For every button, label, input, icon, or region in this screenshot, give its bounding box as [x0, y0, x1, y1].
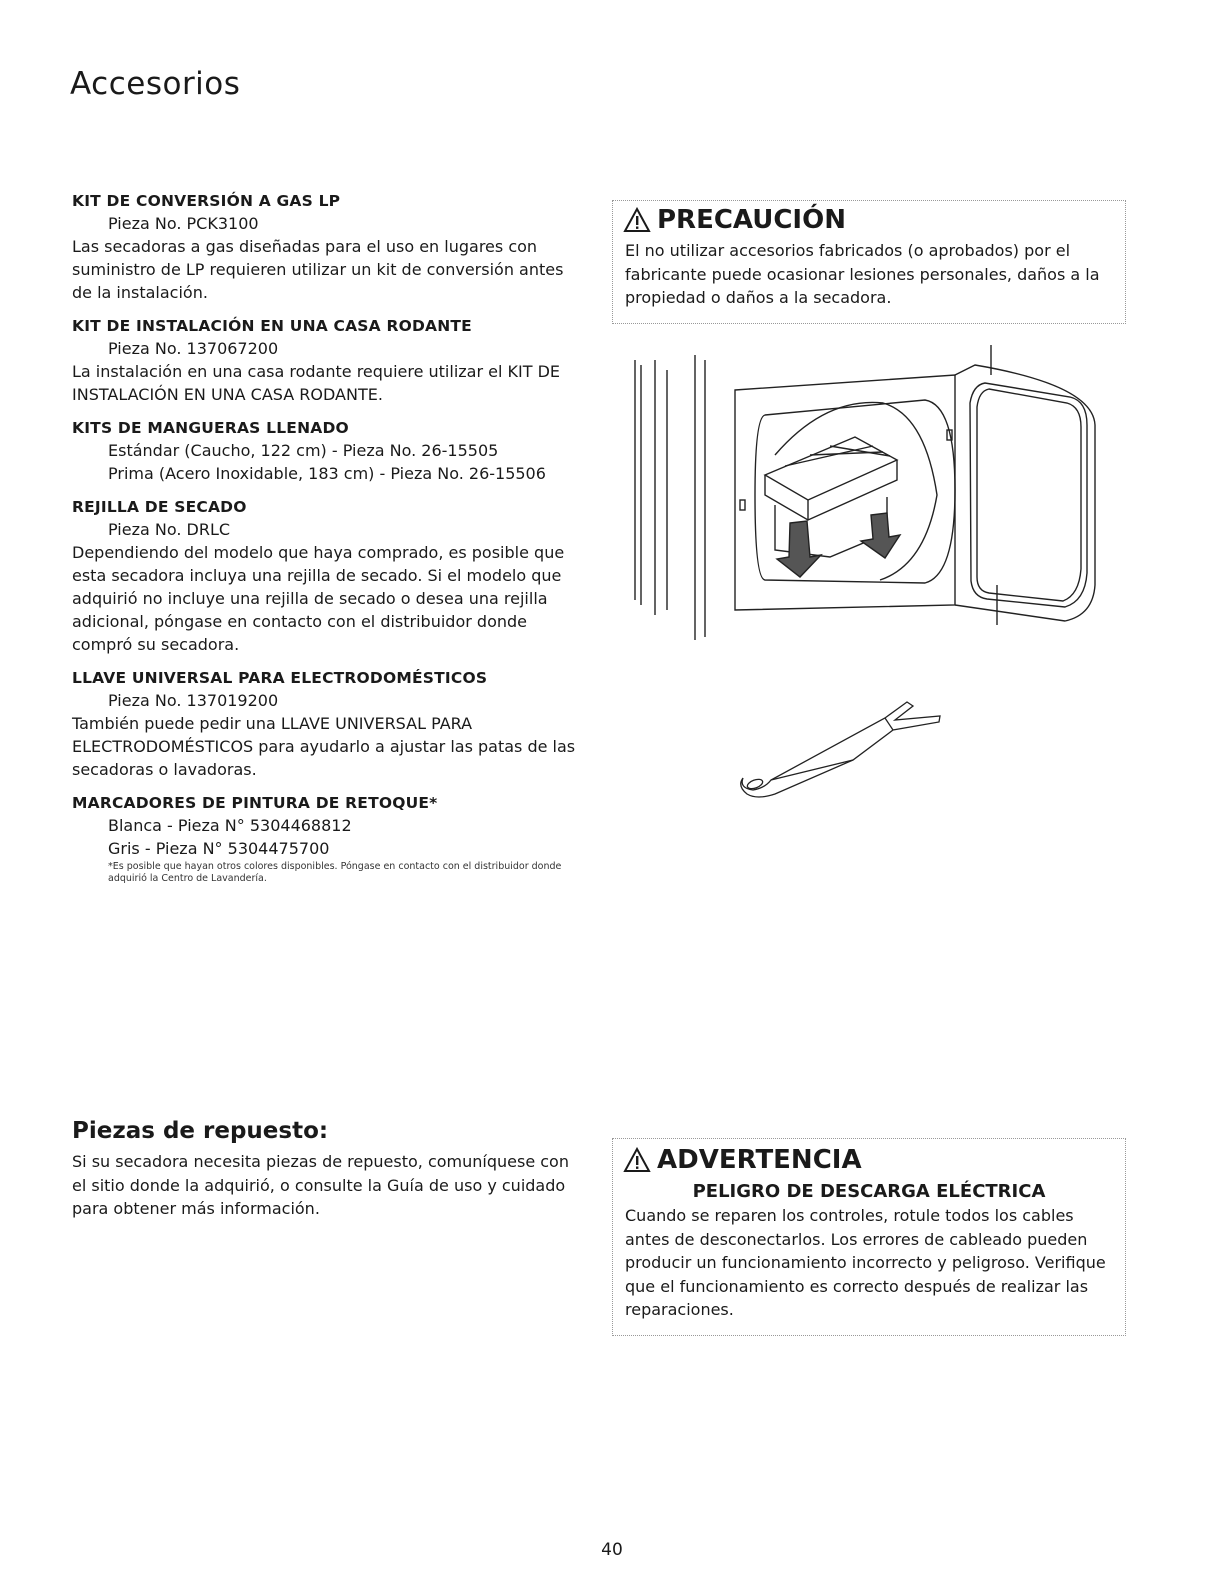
warning-triangle-icon — [623, 1147, 651, 1173]
accessory-drying-rack — [72, 498, 582, 656]
accessory-touchup-markers — [72, 794, 582, 885]
dryer-rack-illustration — [625, 345, 1105, 645]
warning-box — [612, 1138, 1126, 1336]
warning-subtitle: PELIGRO DE DESCARGA ELÉCTRICA — [692, 1181, 1046, 1202]
warning-title-row — [623, 1145, 1125, 1175]
spare-parts-title: Piezas de repuesto: — [72, 1118, 329, 1144]
part-number: Prima (Acero Inoxidable, 183 cm) - Pieza No. 26-15506 — [108, 464, 546, 483]
caution-title-row — [623, 205, 1125, 235]
universal-wrench-illustration — [735, 690, 945, 800]
accessory-universal-wrench — [72, 669, 582, 781]
accessory-heading: LLAVE UNIVERSAL PARA ELECTRODOMÉSTICOS — [72, 669, 488, 687]
accessory-description: También puede pedir una LLAVE UNIVERSAL PARA ELECTRODOMÉSTICOS para ayudarlo a ajustar las patas de las secadoras o lavadoras. — [72, 714, 576, 779]
warning-triangle-icon — [623, 207, 651, 233]
page-number: 40 — [601, 1540, 623, 1560]
accessory-heading: REJILLA DE SECADO — [72, 498, 247, 516]
part-number: Estándar (Caucho, 122 cm) - Pieza No. 26-15505 — [108, 441, 499, 460]
page-title: Accesorios — [70, 66, 241, 102]
accessory-heading: KITS DE MANGUERAS LLENADO — [72, 419, 349, 437]
caution-title: PRECAUCIÓN — [657, 205, 846, 235]
warning-title: ADVERTENCIA — [657, 1145, 862, 1175]
part-number: Blanca - Pieza N° 5304468812 — [108, 816, 352, 835]
accessory-description: Dependiendo del modelo que haya comprado, es posible que esta secadora incluya una rejilla de secado. Si el modelo que adquirió no incluye una rejilla de secado o desea una rejilla adicional, póngase en contacto con el distribuidor donde compró su secadora. — [72, 543, 565, 654]
caution-box — [612, 200, 1126, 324]
warning-text: Cuando se reparen los controles, rotule todos los cables antes de desconectarlos. Los errores de cableado pueden producir un funcionamiento incorrecto y peligroso. Verifique que el funcionamiento es correcto después de realizar las reparaciones. — [625, 1206, 1106, 1319]
footnote: *Es posible que hayan otros colores disponibles. Póngase en contacto con el distribuidor donde adquirió la Centro de Lavandería. — [108, 861, 562, 884]
accessories-list — [72, 192, 582, 898]
part-number: Pieza No. DRLC — [108, 520, 231, 539]
part-number: Pieza No. 137067200 — [108, 339, 279, 358]
accessory-description: La instalación en una casa rodante requiere utilizar el KIT DE INSTALACIÓN EN UNA CASA RODANTE. — [72, 362, 561, 404]
caution-text: El no utilizar accesorios fabricados (o aprobados) por el fabricante puede ocasionar lesiones personales, daños a la propiedad o daños a la secadora. — [625, 241, 1100, 307]
part-number: Pieza No. PCK3100 — [108, 214, 259, 233]
accessory-heading: KIT DE INSTALACIÓN EN UNA CASA RODANTE — [72, 317, 472, 335]
accessory-mobile-home-kit — [72, 317, 582, 406]
part-number: Pieza No. 137019200 — [108, 691, 279, 710]
spare-parts-text: Si su secadora necesita piezas de repuesto, comuníquese con el sitio donde la adquirió, o consulte la Guía de uso y cuidado para obtener más información. — [72, 1152, 569, 1218]
accessory-heading: MARCADORES DE PINTURA DE RETOQUE* — [72, 794, 438, 812]
accessory-description: Las secadoras a gas diseñadas para el uso en lugares con suministro de LP requieren utilizar un kit de conversión antes de la instalación. — [72, 237, 564, 302]
accessory-lp-kit — [72, 192, 582, 304]
accessory-hose-kits — [72, 419, 582, 485]
accessory-heading: KIT DE CONVERSIÓN A GAS LP — [72, 192, 341, 210]
part-number: Gris - Pieza N° 5304475700 — [108, 839, 330, 858]
